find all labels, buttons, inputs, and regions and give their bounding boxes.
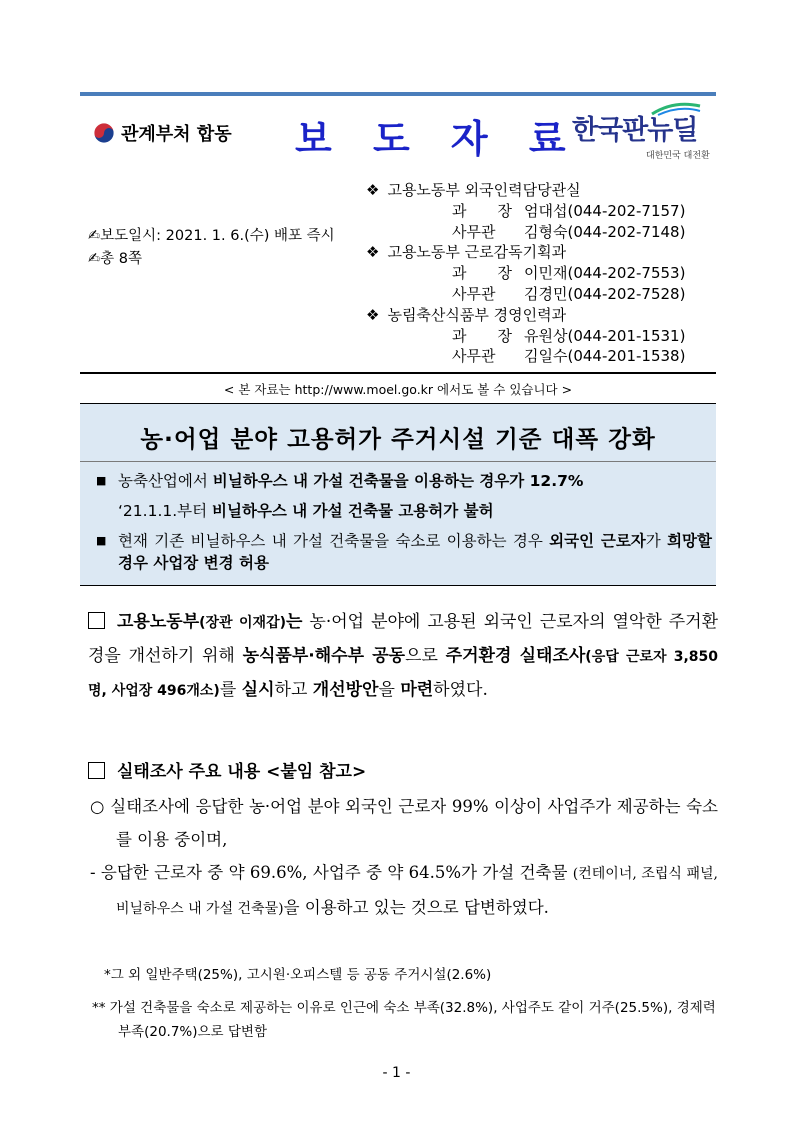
contact-person: 사무관 김일수(044-201-1538) (452, 347, 686, 366)
checkbox-square-icon (88, 762, 105, 779)
contact-dept: ❖ 농림축산식품부 경영인력과 (366, 305, 567, 324)
survey-point-2: - 응답한 근로자 중 약 69.6%, 사업주 중 약 64.5%가 가설 건축물 (컨테이너, 조립식 패널, 비닐하우스 내 가설 건축물)을 이용하고 있는 것으로 답변하였다. (90, 863, 718, 917)
summary-bullet: ■ 농축산업에서 비닐하우스 내 가설 건축물을 이용하는 경우가 12.7% (96, 472, 584, 490)
summary-bullet: ■ 현재 기존 비닐하우스 내 가설 건축물을 숙소로 이용하는 경우 외국인 근로자가 희망할 경우 사업장 변경 허용 (96, 532, 712, 572)
release-date: ✍보도일시: 2021. 1. 6.(수) 배포 즉시 (88, 228, 335, 244)
section-survey-title: 실태조사 주요 내용 <붙임 참고> (88, 756, 718, 789)
page-number: - 1 - (382, 1065, 411, 1081)
ministry-label (93, 120, 232, 146)
release-info (88, 225, 335, 271)
diamond-bullet-icon: ❖ (366, 305, 380, 324)
footnote-1: *그 외 일반주택(25%), 고시원·오피스텔 등 공동 주거시설(2.6%) (104, 967, 492, 983)
contact-dept: ❖ 고용노동부 외국인력담당관실 (366, 181, 581, 199)
top-border (80, 92, 716, 96)
taegeuk-emblem-icon (93, 122, 115, 144)
headline-divider (80, 461, 716, 462)
footnote-2: ** 가설 건축물을 숙소로 제공하는 이유로 인근에 숙소 부족(32.8%), 사업주도 같이 거주(25.5%), 경제력 부족(20.7%)으로 답변함 (92, 1000, 716, 1040)
contact-person: 사무관 김경민(044-202-7528) (452, 284, 686, 303)
summary-bullets (96, 470, 712, 582)
contact-person: 사무관 김형숙(044-202-7148) (452, 222, 686, 241)
diamond-bullet-icon: ❖ (366, 181, 380, 199)
press-release-title: 보 도 자 료 (295, 116, 580, 161)
contact-dept: ❖ 고용노동부 근로감독기획과 (366, 243, 567, 262)
tick-bullet-icon (96, 500, 118, 522)
summary-bullet: ‘21.1.1.부터 비닐하우스 내 가설 건축물 고용허가 불허 (96, 500, 712, 522)
header-divider (80, 372, 716, 374)
section-intro: 고용노동부(장관 이재갑)는 농·어업 분야에 고용된 외국인 근로자의 열악한 주거환경을 개선하기 위해 농식품부·해수부 공동으로 주거환경 실태조사(응답 근로자 3,850명, 사업장 496개소)를 실시하고 개선방안을 마련하였다. (88, 612, 718, 700)
brand-subtitle: 대한민국 대전환 (646, 151, 710, 161)
contact-person: 과 장 이민재(044-202-7553) (452, 264, 686, 283)
logo-swoosh-icon (650, 102, 702, 116)
contact-person: 과 장 유원상(044-201-1531) (452, 326, 686, 345)
korean-new-deal-logo (572, 108, 722, 161)
website-note: < 본 자료는 http://www.moel.go.kr 에서도 볼 수 있습니다 > (223, 382, 573, 397)
survey-point-1: ○ 실태조사에 응답한 농·어업 분야 외국인 근로자 99% 이상이 사업주가 제공하는 숙소를 이용 중이며, (90, 797, 718, 849)
square-bullet-icon: ■ (96, 474, 107, 487)
contact-person: 과 장 엄대섭(044-202-7157) (452, 201, 686, 220)
page-count: ✍총 8쪽 (88, 251, 142, 267)
diamond-bullet-icon: ❖ (366, 243, 380, 262)
contact-list (366, 180, 685, 367)
ministry-text: 관계부처 합동 (121, 124, 232, 145)
headline: 농·어업 분야 고용허가 주거시설 기준 대폭 강화 (140, 425, 656, 453)
brand-name: 한국판뉴딜 (572, 115, 698, 146)
square-bullet-icon: ■ (96, 534, 107, 547)
checkbox-square-icon (88, 612, 105, 629)
